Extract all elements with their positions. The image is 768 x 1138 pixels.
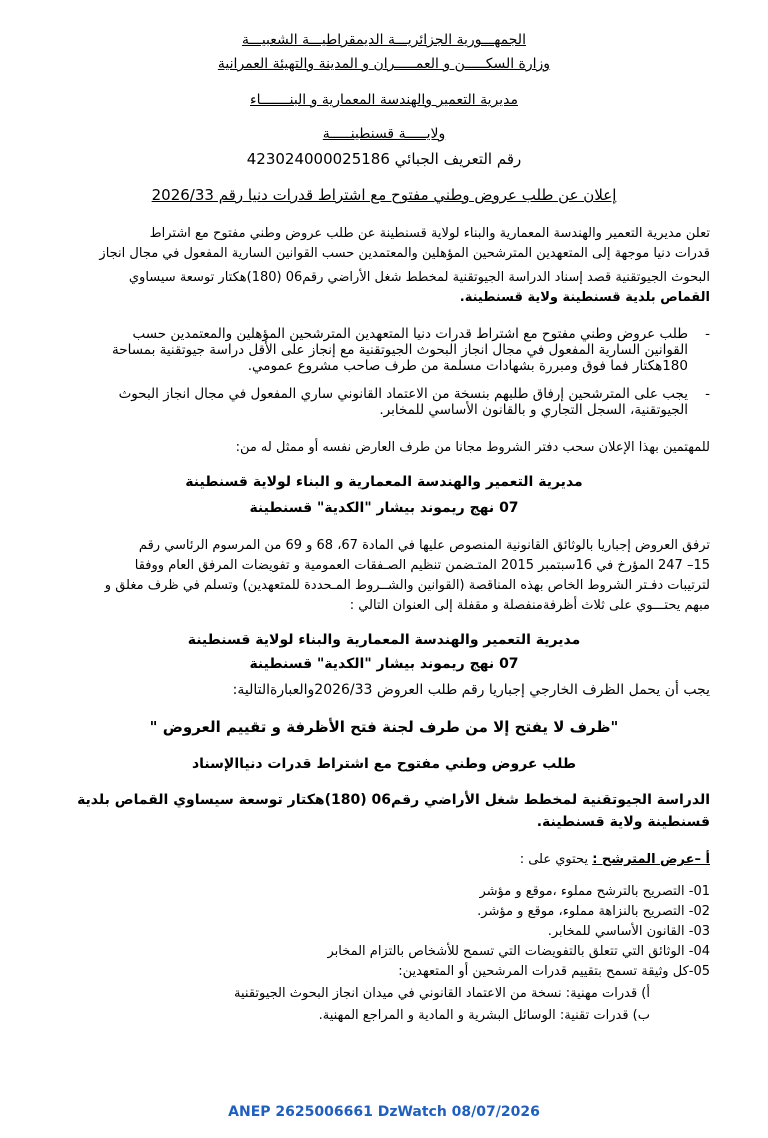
address-2-line-2: 07 نهج ريموند بيشار "الكدية" قسنطينة [249,656,519,672]
republic-name: الجمهـــورية الجزائريـــة الديمقراطيـــة الشعبيـــة [242,32,526,48]
address-2-line-1: مديرية التعمير والهندسة المعمارية والبناء لولاية قسنطينة [187,632,581,648]
ministry-name: وزارة السكـــــن و العمـــــران و المدينة والتهيئة العمرانية [217,56,551,72]
intro-line: تعلن مديرية التعمير والهندسة المعمارية والبناء لولاية قسنطينة عن طلب عروض وطني مفتوح مع اشتراط [149,226,710,241]
submission-line: 15– 247 المؤرخ في 16سبتمبر 2015 المتـضمن تنظيم الصـفقات العمومية و تفويضات المرفق العام ووفقا [134,558,710,573]
study-line: الدراسة الجيوتقنية لمخطط شغل الأراضي رقم06 (180)هكتار توسعة سيساوي القماص بلدية [77,792,710,808]
sub-item: ب) قدرات تقنية: الوسائل البشرية و المادية و المراجع المهنية. [318,1008,650,1023]
sub-item: أ) قدرات مهنية: نسخة من الاعتماد القانوني في ميدان انجاز البحوث الجيوتقنية [234,986,650,1001]
offer-heading-rest: يحتوي على : [519,852,593,867]
bullet-dash: - [705,386,710,402]
requirement-bullet [48,386,710,418]
bullet-line: 180هكتار فما فوق ومبررة بشهادات مسلمة من طرف صاحب مشروع عمومي. [247,358,688,374]
offer-heading-label: أ –عرض المترشح : [592,852,710,867]
bullet-line: الجيوتقنية، السجل التجاري و بالقانون الأساسي للمخابر. [379,402,688,418]
intro-line: القماص بلدية قسنطينة ولاية قسنطينة. [459,290,710,305]
submission-line: مبهم يحتـــوي على ثلاث أظرفةمنفصلة و مقفلة إلى العنوان التالي : [349,598,710,613]
submission-line: لترتيبات دفـتر الشروط الخاص بهذه المناقصة (القوانين والشــروط المـحددة للمتعهدين) وتسلم في ظرف مغلق و [104,578,710,593]
bullet-line: يجب على المترشحين إرفاق طلبهم بنسخة من الاعتماد القانوني ساري المفعول في مجال انجاز البحوث [118,386,688,402]
envelope-note: يجب أن يحمل الظرف الخارجي إجباريا رقم طلب العروض 2026/33والعبارةالتالية: [232,682,710,698]
announcement-title: إعلان عن طلب عروض وطني مفتوح مع اشتراط قدرات دنيا رقم 2026/33 [151,186,617,204]
envelope-quote: "ظرف لا يفتح إلا من طرف لجنة فتح الأظرفة و تقييم العروض " [149,718,619,736]
bullet-line: طلب عروض وطني مفتوح مع اشتراط قدرات دنيا المتعهدين المترشحين المؤهلين والمعتمدين حسب [132,326,688,342]
list-item: 02- التصريح بالنزاهة مملوء، موقع و مؤشر. [477,904,710,919]
list-item: 01- التصريح بالترشح مملوء ،موقع و مؤشر [479,884,710,899]
intro-line: البحوث الجيوتقنية قصد إسناد الدراسة الجيوتقنية لمخطط شغل الأراضي رقم06 (180)هكتار توسعة سيساوي [128,270,710,285]
wilaya-name: ولايـــــة قسنطينـــــة [322,126,446,142]
submission-line: ترفق العروض إجباريا بالوثائق القانونية المنصوص عليها في المادة 67، 68 و 69 من المرسوم الرئاسي رقم [138,538,710,553]
tender-label: طلب عروض وطني مفتوح مع اشتراط قدرات دنياالإسناد [191,756,577,772]
study-line: قسنطينة ولاية قسنطينة. [536,814,710,830]
requirement-bullet [48,326,710,374]
list-item: 05-كل وثيقة تسمح بتقييم قدرات المرشحين أو المتعهدين: [398,964,710,979]
list-item: 04- الوثائق التي تتعلق بالتفويضات التي تسمح للأشخاص بالتزام المخابر [327,944,710,959]
bullet-dash: - [705,326,710,342]
list-item: 03- القانون الأساسي للمخابر. [547,924,710,939]
address-1-line-1: مديرية التعمير والهندسة المعمارية و البناء لولاية قسنطينة [185,474,583,490]
address-1-line-2: 07 نهج ريموند بيشار "الكدية" قسنطينة [249,500,519,516]
directorate-name: مديرية التعمير والهندسة المعمارية و البنـــــــاء [250,92,518,108]
intro-line: قدرات دنيا موجهة إلى المتعهدين المترشحين المؤهلين والمعتمدين حسب القوانين السارية المفعول في مجال انجاز [99,246,710,261]
withdrawal-text: للمهتمين بهذا الإعلان سحب دفتر الشروط مجانا من طرف العارض نفسه أو ممثل له من: [235,440,710,455]
bullet-line: القوانين السارية المفعول في مجال انجاز البحوث الجيوتقنية مع إنجاز على الأقل دراسة جيوتقنية بمساحة [112,342,688,358]
footer-reference: ANEP 2625006661 DzWatch 08/07/2026 [228,1104,540,1120]
tax-id: رقم التعريف الجبائي 423024000025186 [246,150,522,168]
offer-heading [520,852,710,867]
